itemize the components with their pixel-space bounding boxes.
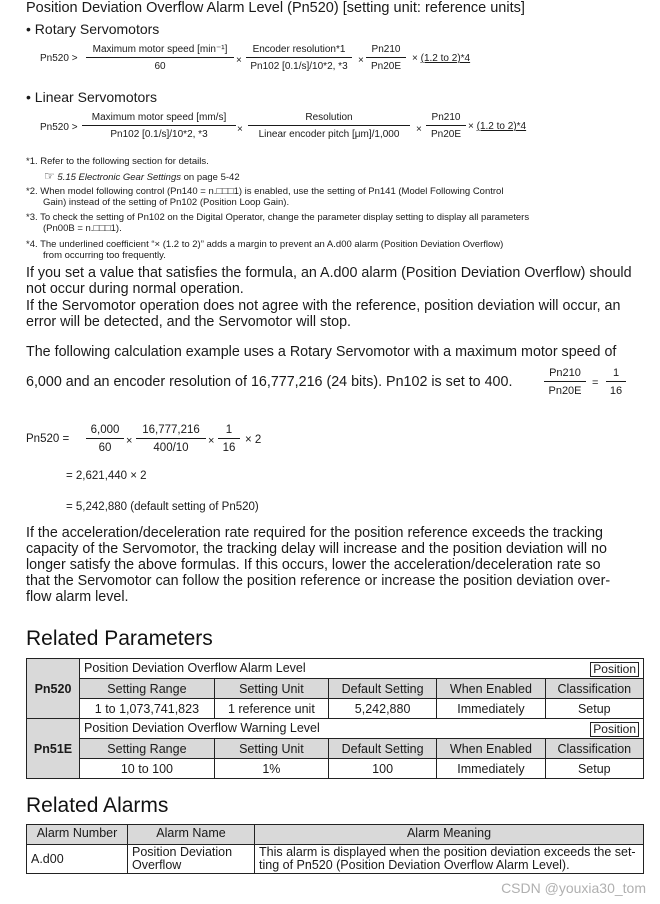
text-line: longer satisfy the above formulas. If this occurs, lower the acceleration/deceleration rate so bbox=[26, 557, 601, 573]
linear-fraction-3 bbox=[426, 112, 466, 140]
table-cell: 5,242,880 bbox=[328, 699, 436, 719]
times-sign: × bbox=[412, 53, 418, 64]
times-sign: × bbox=[416, 124, 422, 135]
alarm-number: A.d00 bbox=[27, 845, 128, 874]
section-heading: Position Deviation Overflow Alarm Level (Pn520) [setting unit: reference units] bbox=[26, 0, 525, 16]
example-fraction-b bbox=[136, 424, 206, 454]
text-line: ting of Pn520 (Position Deviation Overflow Alarm Level). bbox=[259, 858, 570, 872]
table-header-row bbox=[27, 825, 644, 845]
note-text: The underlined coefficient “× (1.2 to 2)” adds a margin to prevent an A.d00 alarm (Position Deviation Overflow) bbox=[40, 239, 504, 250]
column-header: Classification bbox=[545, 739, 643, 759]
table-header-row bbox=[27, 679, 644, 699]
watermark: CSDN @youxia30_tom bbox=[501, 880, 646, 896]
example-line-3: = 5,242,880 (default setting of Pn520) bbox=[66, 501, 259, 513]
text-line: that the Servomotor can follow the position reference or increase the position deviation over- bbox=[26, 573, 611, 589]
rotary-fraction-3 bbox=[366, 44, 406, 72]
table-cell: Setup bbox=[545, 699, 643, 719]
fraction-denominator: 60 bbox=[98, 442, 112, 454]
bullet: • bbox=[26, 89, 31, 105]
rotary-lhs: Pn520 > bbox=[40, 53, 78, 64]
note-3 bbox=[26, 212, 529, 234]
fraction-numerator: 1 bbox=[218, 424, 240, 439]
linear-title bbox=[26, 89, 157, 105]
text-line: If the acceleration/deceleration rate required for the position reference exceeds the tracking bbox=[26, 525, 603, 541]
text-line: not occur during normal operation. bbox=[26, 281, 244, 297]
fraction-denominator: Pn20E bbox=[430, 129, 462, 140]
table-row bbox=[27, 699, 644, 719]
column-header: Default Setting bbox=[328, 739, 436, 759]
coefficient: (1.2 to 2)*4 bbox=[476, 121, 527, 132]
ratio-value-fraction bbox=[606, 367, 626, 397]
note-mark: *2. bbox=[26, 186, 38, 197]
equals-sign: = bbox=[592, 377, 599, 389]
table-cell: Immediately bbox=[437, 759, 545, 779]
table-cell: 1 to 1,073,741,823 bbox=[80, 699, 215, 719]
parameter-id: Pn51E bbox=[27, 719, 80, 779]
fraction-numerator: 1 bbox=[606, 367, 626, 382]
text-line: Overflow bbox=[132, 858, 182, 872]
related-alarms-title: Related Alarms bbox=[26, 794, 169, 817]
fraction-numerator: Resolution bbox=[248, 112, 410, 126]
note-text: To check the setting of Pn102 on the Digital Operator, change the parameter display setting to display all parameters bbox=[40, 212, 530, 223]
times-sign: × bbox=[468, 121, 474, 132]
linear-title-text: Linear Servomotors bbox=[34, 89, 157, 105]
rotary-coefficient bbox=[412, 53, 470, 64]
times-sign: × bbox=[237, 124, 243, 135]
column-header: Setting Unit bbox=[214, 679, 328, 699]
fraction-numerator: Pn210 bbox=[544, 367, 586, 382]
parameter-name-cell bbox=[80, 719, 644, 739]
paragraph-3-line-2: 6,000 and an encoder resolution of 16,777,216 (24 bits). Pn102 is set to 400. bbox=[26, 374, 513, 390]
text-line: Position Deviation bbox=[132, 845, 233, 859]
parameter-name: Position Deviation Overflow Alarm Level bbox=[84, 660, 306, 675]
fraction-denominator: Pn102 [0.1/s]/10*2, *3 bbox=[250, 61, 348, 72]
alarm-meaning bbox=[255, 845, 644, 874]
example-line-2: = 2,621,440 × 2 bbox=[66, 470, 147, 482]
linear-coefficient bbox=[468, 121, 526, 132]
fraction-denominator: 16 bbox=[609, 385, 623, 397]
fraction-denominator: 400/10 bbox=[153, 442, 189, 454]
table-cell: 10 to 100 bbox=[80, 759, 215, 779]
fraction-numerator: 6,000 bbox=[86, 424, 124, 439]
paragraph-1 bbox=[26, 265, 632, 297]
paragraph-3-line-1: The following calculation example uses a Rotary Servomotor with a maximum motor speed of bbox=[26, 344, 617, 360]
rotary-fraction-1 bbox=[86, 44, 234, 72]
times-sign: × bbox=[236, 55, 242, 66]
column-header: When Enabled bbox=[437, 679, 545, 699]
note-mark: *1. bbox=[26, 156, 38, 167]
note-text: (Pn00B = n.□□□1). bbox=[43, 223, 122, 234]
text-line: flow alarm level. bbox=[26, 589, 129, 605]
table-cell: Immediately bbox=[437, 699, 545, 719]
fraction-denominator: Pn20E bbox=[548, 385, 582, 397]
table-cell: 1% bbox=[214, 759, 328, 779]
parameter-name: Position Deviation Overflow Warning Level bbox=[84, 720, 320, 735]
position-tag: Position bbox=[590, 662, 639, 677]
table-cell: 100 bbox=[328, 759, 436, 779]
linear-fraction-2 bbox=[248, 112, 410, 140]
paragraph-4 bbox=[26, 525, 610, 605]
text-line: If the Servomotor operation does not agree with the reference, position deviation will occur, an bbox=[26, 298, 621, 314]
paragraph-2 bbox=[26, 298, 620, 330]
bullet: • bbox=[26, 21, 31, 37]
table-header-row bbox=[27, 739, 644, 759]
table-cell: 1 reference unit bbox=[214, 699, 328, 719]
linear-fraction-1 bbox=[82, 112, 236, 140]
rotary-title-text: Rotary Servomotors bbox=[34, 21, 160, 37]
note-text: from occurring too frequently. bbox=[43, 250, 166, 261]
text-line: This alarm is displayed when the position deviation exceeds the set- bbox=[259, 845, 636, 859]
related-parameters-title: Related Parameters bbox=[26, 627, 213, 650]
position-tag: Position bbox=[590, 722, 639, 737]
example-lhs: Pn520 = bbox=[26, 433, 70, 445]
table-row bbox=[27, 659, 644, 679]
times-sign: × bbox=[126, 435, 133, 447]
note-text: When model following control (Pn140 = n.□□□1) is enabled, use the setting of Pn141 (Model Following Control bbox=[40, 186, 504, 197]
note-4 bbox=[26, 239, 503, 261]
table-row bbox=[27, 719, 644, 739]
fraction-denominator: Pn102 [0.1/s]/10*2, *3 bbox=[110, 129, 208, 140]
column-header: When Enabled bbox=[437, 739, 545, 759]
fraction-numerator: Encoder resolution*1 bbox=[246, 44, 352, 58]
fraction-denominator: Linear encoder pitch [μm]/1,000 bbox=[258, 129, 400, 140]
fraction-numerator: Pn210 bbox=[426, 112, 466, 126]
column-header: Alarm Name bbox=[128, 825, 255, 845]
note-2 bbox=[26, 186, 503, 208]
rotary-title bbox=[26, 21, 159, 37]
fraction-numerator: Maximum motor speed [mm/s] bbox=[82, 112, 236, 126]
pointing-hand-icon: ☞ bbox=[44, 169, 55, 183]
note-1 bbox=[26, 156, 209, 167]
text-line: error will be detected, and the Servomotor will stop. bbox=[26, 314, 352, 330]
column-header: Default Setting bbox=[328, 679, 436, 699]
text-line: capacity of the Servomotor, the tracking delay will increase and the position deviation will no bbox=[26, 541, 607, 557]
column-header: Alarm Number bbox=[27, 825, 128, 845]
text-line: If you set a value that satisfies the formula, an A.d00 alarm (Position Deviation Overflow) should bbox=[26, 265, 632, 281]
note-1-link[interactable] bbox=[44, 169, 240, 183]
related-parameters-table bbox=[26, 658, 644, 779]
column-header: Setting Range bbox=[80, 739, 215, 759]
fraction-denominator: Pn20E bbox=[370, 61, 402, 72]
column-header: Alarm Meaning bbox=[255, 825, 644, 845]
section-link[interactable]: 5.15 Electronic Gear Settings bbox=[57, 172, 181, 183]
coefficient: (1.2 to 2)*4 bbox=[420, 53, 471, 64]
column-header: Setting Range bbox=[80, 679, 215, 699]
alarm-name bbox=[128, 845, 255, 874]
column-header: Classification bbox=[545, 679, 643, 699]
ratio-fraction bbox=[544, 367, 586, 397]
fraction-numerator: Maximum motor speed [min⁻¹] bbox=[86, 44, 234, 58]
table-cell: Setup bbox=[545, 759, 643, 779]
table-row bbox=[27, 845, 644, 874]
table-row bbox=[27, 759, 644, 779]
note-text: Refer to the following section for details. bbox=[40, 156, 209, 167]
column-header: Setting Unit bbox=[214, 739, 328, 759]
example-tail: × 2 bbox=[245, 434, 262, 446]
note-mark: *3. bbox=[26, 212, 38, 223]
note-mark: *4. bbox=[26, 239, 38, 250]
related-alarms-table bbox=[26, 824, 644, 874]
example-fraction-c bbox=[218, 424, 240, 454]
rotary-fraction-2 bbox=[246, 44, 352, 72]
fraction-denominator: 60 bbox=[154, 61, 166, 72]
fraction-numerator: Pn210 bbox=[366, 44, 406, 58]
times-sign: × bbox=[358, 55, 364, 66]
parameter-id: Pn520 bbox=[27, 659, 80, 719]
times-sign: × bbox=[208, 435, 215, 447]
note-text: Gain) instead of the setting of Pn102 (Position Loop Gain). bbox=[43, 197, 290, 208]
parameter-name-cell bbox=[80, 659, 644, 679]
fraction-numerator: 16,777,216 bbox=[136, 424, 206, 439]
linear-lhs: Pn520 > bbox=[40, 122, 78, 133]
example-fraction-a bbox=[86, 424, 124, 454]
page-reference: on page 5-42 bbox=[180, 172, 240, 183]
fraction-denominator: 16 bbox=[222, 442, 236, 454]
